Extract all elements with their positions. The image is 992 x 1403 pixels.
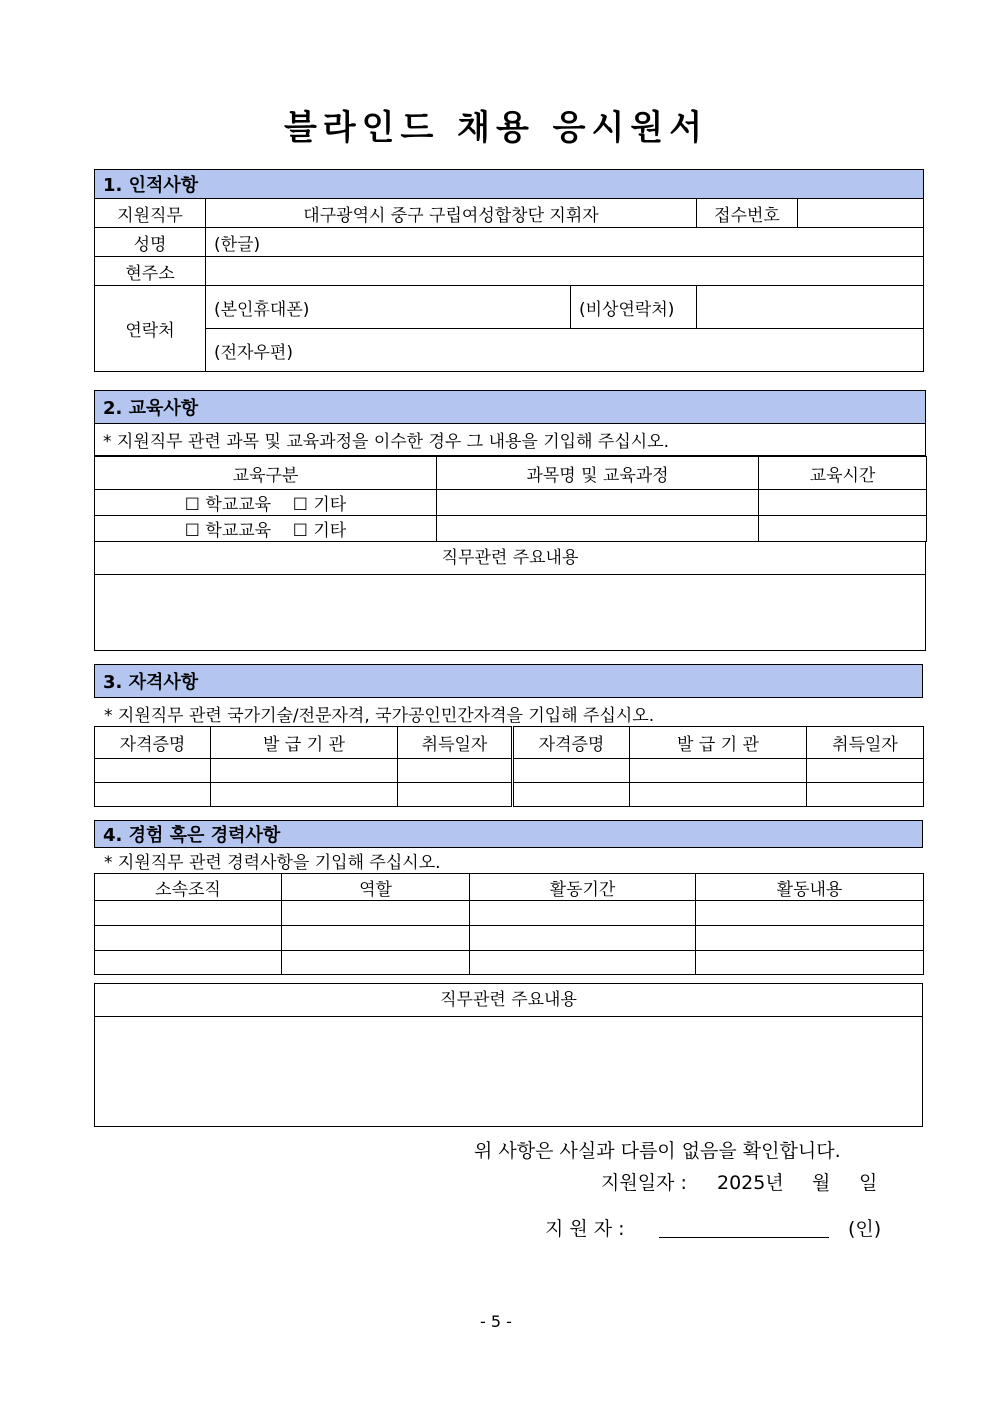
section1-header: 1. 인적사항 — [95, 170, 924, 199]
date-day[interactable]: 일 — [859, 1172, 878, 1194]
exp-col-period: 활동기간 — [470, 874, 696, 901]
name-label: 성명 — [95, 228, 206, 257]
other-edu-checkbox[interactable]: ☐ 기타 — [292, 521, 347, 541]
edu-duty-field[interactable] — [95, 575, 925, 650]
section3-note: * 지원직무 관련 국가기술/전문자격, 국가공인민간자격을 기입해 주십시오. — [104, 706, 655, 726]
qual-col-date: 취득일자 — [807, 727, 924, 759]
exp-duty-field[interactable] — [95, 1017, 922, 1126]
exp-cell[interactable] — [282, 926, 470, 951]
qual-cell[interactable] — [398, 783, 513, 807]
qual-col-name: 자격증명 — [513, 727, 630, 759]
email-field[interactable]: (전자우편) — [206, 329, 924, 372]
qual-cell[interactable] — [211, 783, 398, 807]
exp-duty-box — [94, 983, 923, 1127]
experience-header-table — [94, 820, 923, 848]
qual-cell[interactable] — [807, 783, 924, 807]
page-number: - 5 - — [480, 1312, 512, 1331]
edu-hours-field[interactable] — [759, 490, 927, 516]
edu-course-field[interactable] — [437, 516, 759, 542]
school-edu-checkbox[interactable]: ☐ 학교교육 — [184, 495, 272, 515]
exp-cell[interactable] — [696, 951, 924, 975]
exp-cell[interactable] — [95, 951, 282, 975]
address-field[interactable] — [206, 257, 924, 286]
edu-col-course: 과목명 및 교육과정 — [437, 457, 759, 490]
exp-cell[interactable] — [282, 951, 470, 975]
qual-cell[interactable] — [513, 783, 630, 807]
exp-cell[interactable] — [696, 901, 924, 926]
applicant-signature-line[interactable] — [659, 1214, 829, 1238]
qual-cell[interactable] — [398, 759, 513, 783]
exp-cell[interactable] — [696, 926, 924, 951]
exp-cell[interactable] — [470, 951, 696, 975]
qual-col-issuer: 발 급 기 관 — [630, 727, 807, 759]
mobile-field[interactable]: (본인휴대폰) — [206, 286, 571, 329]
qual-cell[interactable] — [211, 759, 398, 783]
edu-col-type: 교육구분 — [95, 457, 437, 490]
edu-duty-box — [94, 541, 926, 651]
page-title: 블라인드 채용 응시원서 — [283, 108, 709, 148]
applicant-label: 지 원 자 : — [545, 1218, 625, 1240]
receipt-field[interactable] — [798, 199, 924, 228]
job-label: 지원직무 — [95, 199, 206, 228]
section4-note: * 지원직무 관련 경력사항을 기입해 주십시오. — [104, 853, 441, 873]
edu-col-hours: 교육시간 — [759, 457, 927, 490]
section2-header: 2. 교육사항 — [95, 391, 926, 424]
edu-course-field[interactable] — [437, 490, 759, 516]
date-year[interactable]: 2025년 — [717, 1172, 784, 1194]
qual-cell[interactable] — [95, 759, 211, 783]
qual-cell[interactable] — [630, 759, 807, 783]
section2-note: * 지원직무 관련 과목 및 교육과정을 이수한 경우 그 내용을 기입해 주십시오. — [95, 424, 926, 456]
receipt-label: 접수번호 — [697, 199, 798, 228]
section3-header: 3. 자격사항 — [95, 665, 923, 698]
edu-duty-title: 직무관련 주요내용 — [95, 542, 925, 575]
edu-type-cell — [95, 490, 437, 516]
date-label: 지원일자 : — [601, 1172, 687, 1194]
other-edu-checkbox[interactable]: ☐ 기타 — [292, 495, 347, 515]
exp-col-content: 활동내용 — [696, 874, 924, 901]
exp-cell[interactable] — [470, 901, 696, 926]
name-field[interactable]: (한글) — [206, 228, 924, 257]
education-table — [94, 456, 927, 542]
exp-cell[interactable] — [470, 926, 696, 951]
job-value[interactable]: 대구광역시 중구 구립여성합창단 지휘자 — [206, 199, 697, 228]
emergency-field[interactable] — [697, 286, 924, 329]
exp-col-role: 역할 — [282, 874, 470, 901]
qual-cell[interactable] — [95, 783, 211, 807]
exp-cell[interactable] — [95, 926, 282, 951]
qual-col-date: 취득일자 — [398, 727, 513, 759]
qual-cell[interactable] — [807, 759, 924, 783]
education-header-table — [94, 390, 926, 456]
personal-info-table — [94, 169, 924, 372]
address-label: 현주소 — [95, 257, 206, 286]
experience-table — [94, 873, 924, 975]
seal-label: (인) — [848, 1218, 882, 1240]
date-month[interactable]: 월 — [812, 1172, 831, 1194]
confirmation-statement: 위 사항은 사실과 다름이 없음을 확인합니다. — [474, 1140, 841, 1162]
exp-col-org: 소속조직 — [95, 874, 282, 901]
exp-cell[interactable] — [282, 901, 470, 926]
emergency-label: (비상연락처) — [571, 286, 697, 329]
contact-label: 연락처 — [95, 286, 206, 372]
exp-cell[interactable] — [95, 901, 282, 926]
qualification-table — [94, 726, 924, 807]
qual-col-name: 자격증명 — [95, 727, 211, 759]
section4-header: 4. 경험 혹은 경력사항 — [95, 821, 923, 848]
qual-col-issuer: 발 급 기 관 — [211, 727, 398, 759]
exp-duty-title: 직무관련 주요내용 — [95, 984, 922, 1017]
qual-cell[interactable] — [630, 783, 807, 807]
school-edu-checkbox[interactable]: ☐ 학교교육 — [184, 521, 272, 541]
qualification-header-table — [94, 664, 923, 698]
qual-cell[interactable] — [513, 759, 630, 783]
edu-hours-field[interactable] — [759, 516, 927, 542]
edu-type-cell — [95, 516, 437, 542]
